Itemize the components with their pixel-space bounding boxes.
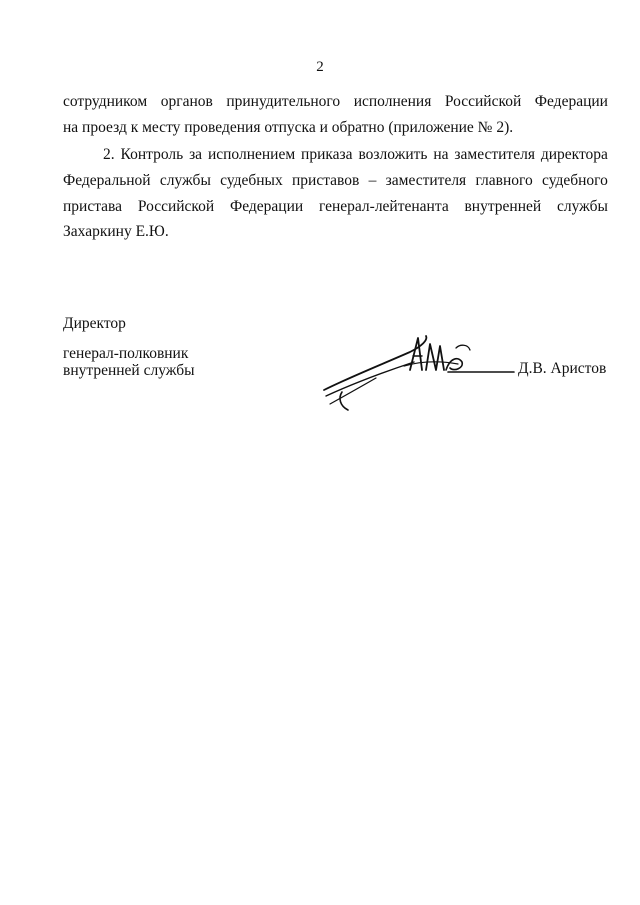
signatory-rank-line2: внутренней службы xyxy=(63,362,195,379)
paragraph2-line4: Захаркину Е.Ю. xyxy=(63,223,169,240)
paragraph2-line2 xyxy=(63,171,608,191)
word: исполнением xyxy=(207,146,296,163)
word: Российской xyxy=(137,198,215,215)
word: приставов xyxy=(291,172,360,189)
signatory-name: Д.В. Аристов xyxy=(518,360,607,377)
word: за xyxy=(189,146,203,163)
word: приказа xyxy=(301,146,353,163)
page-number: 2 xyxy=(316,59,324,75)
word: принудительного xyxy=(226,93,341,110)
word: органов xyxy=(160,93,213,110)
word: Федерации xyxy=(534,93,608,110)
word: Российской xyxy=(444,93,522,110)
word: на xyxy=(433,146,449,163)
paragraph2-line1 xyxy=(103,145,608,165)
word: Контроль xyxy=(120,146,184,163)
signatory-position: Директор xyxy=(63,315,126,332)
word: заместителя xyxy=(454,146,535,163)
word: – xyxy=(368,172,377,189)
paragraph1-line1 xyxy=(63,92,608,112)
word: главного xyxy=(475,172,533,189)
word: директора xyxy=(540,146,608,163)
word: внутренней xyxy=(464,198,542,215)
word: 2. xyxy=(103,146,115,163)
handwritten-signature xyxy=(318,326,518,416)
paragraph1-line2: на проезд к месту проведения отпуска и обратно (приложение № 2). xyxy=(63,119,514,136)
signatory-rank-line1: генерал-полковник xyxy=(63,345,189,362)
word: Федерации xyxy=(229,198,304,215)
word: Федеральной xyxy=(63,172,151,189)
word: возложить xyxy=(358,146,428,163)
paragraph2-line3 xyxy=(63,197,608,217)
word: пристава xyxy=(63,198,123,215)
word: исполнения xyxy=(353,93,432,110)
word: заместителя xyxy=(385,172,467,189)
word: судебных xyxy=(220,172,283,189)
word: сотрудником xyxy=(63,93,148,110)
word: генерал-лейтенанта xyxy=(318,198,449,215)
word: судебного xyxy=(542,172,608,189)
word: службы xyxy=(556,198,608,215)
word: службы xyxy=(159,172,211,189)
